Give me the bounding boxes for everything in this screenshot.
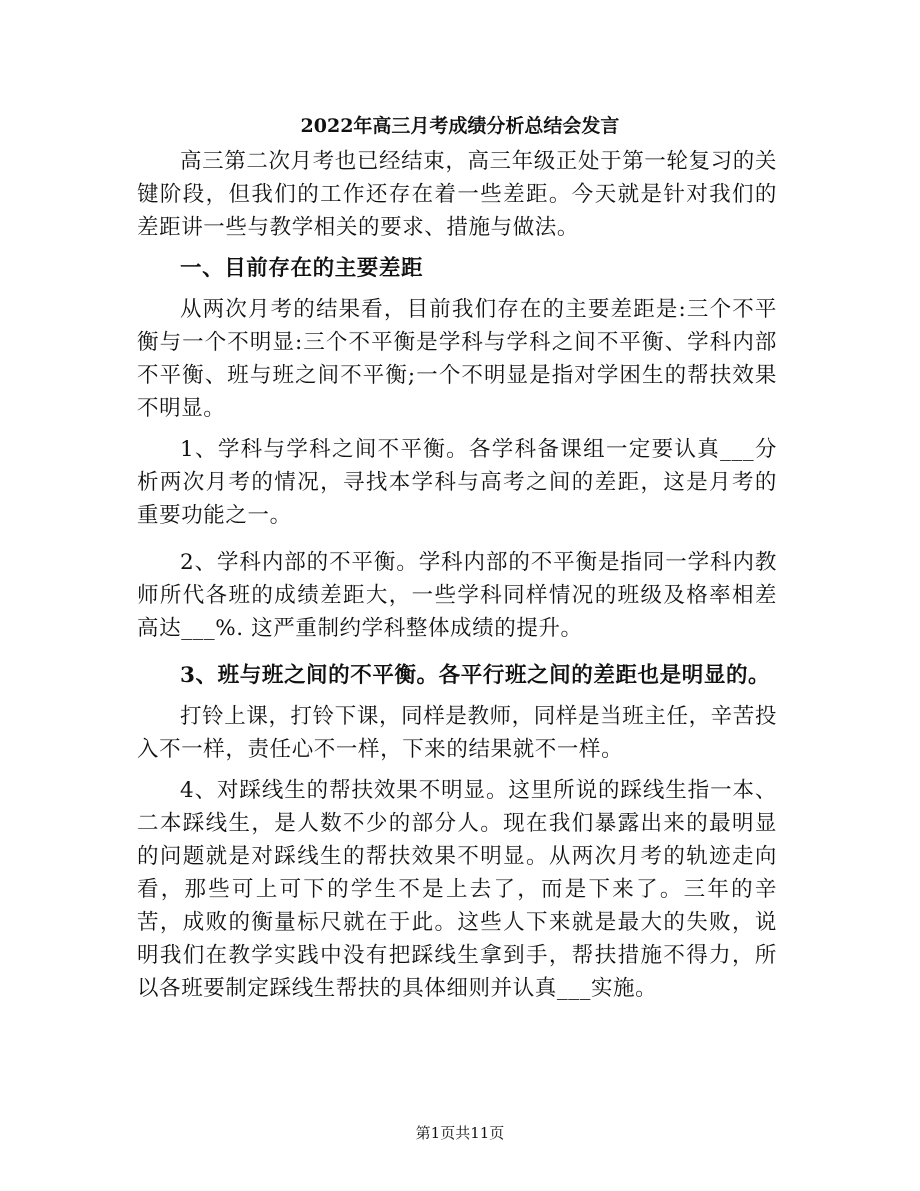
point-3-heading: 3、班与班之间的不平衡。各平行班之间的差距也是明显的。 (180, 663, 771, 688)
point-4-paragraph: 4、对踩线生的帮扶效果不明显。这里所说的踩线生指一本、二本踩线生，是人数不少的部分人。现在我们暴露出来的最明显的问题就是对踩线生的帮扶效果不明显。从两次月考的轨迹走向看，那些可上可下的学生不是上去了，而是下来了。三年的辛苦，成败的衡量标尺就在于此。这些人下来就是最大的失败，说明我们在教学实践中没有把踩线生拿到手，帮扶措施不得力，所以各班要制定踩线生帮扶的具体细则并认真___实施。 (137, 778, 777, 1001)
document-body (137, 145, 777, 1005)
point-1-paragraph: 1、学科与学科之间不平衡。各学科备课组一定要认真___分析两次月考的情况，寻找本学科与高考之间的差距，这是月考的重要功能之一。 (137, 437, 777, 528)
point-3-paragraph: 打铃上课，打铃下课，同样是教师，同样是当班主任，辛苦投入不一样，责任心不一样，下来的结果就不一样。 (137, 704, 777, 762)
section-heading: 一、目前存在的主要差距 (180, 256, 424, 281)
document-title: 2022年高三月考成绩分析总结会发言 (300, 115, 620, 137)
summary-paragraph: 从两次月考的结果看，目前我们存在的主要差距是:三个不平衡与一个不明显:三个不平衡是学科与学科之间不平衡、学科内部不平衡、班与班之间不平衡;一个不明显是指对学困生的帮扶效果不明显。 (137, 297, 777, 421)
page-number: 第1页共11页 (415, 1124, 505, 1142)
intro-paragraph: 高三第二次月考也已经结束，高三年级正处于第一轮复习的关键阶段，但我们的工作还存在着一些差距。今天就是针对我们的差距讲一些与教学相关的要求、措施与做法。 (137, 149, 777, 240)
point-2-paragraph: 2、学科内部的不平衡。学科内部的不平衡是指同一学科内教师所代各班的成绩差距大，一些学科同样情况的班级及格率相差高达___%. 这严重制约学科整体成绩的提升。 (137, 550, 777, 641)
